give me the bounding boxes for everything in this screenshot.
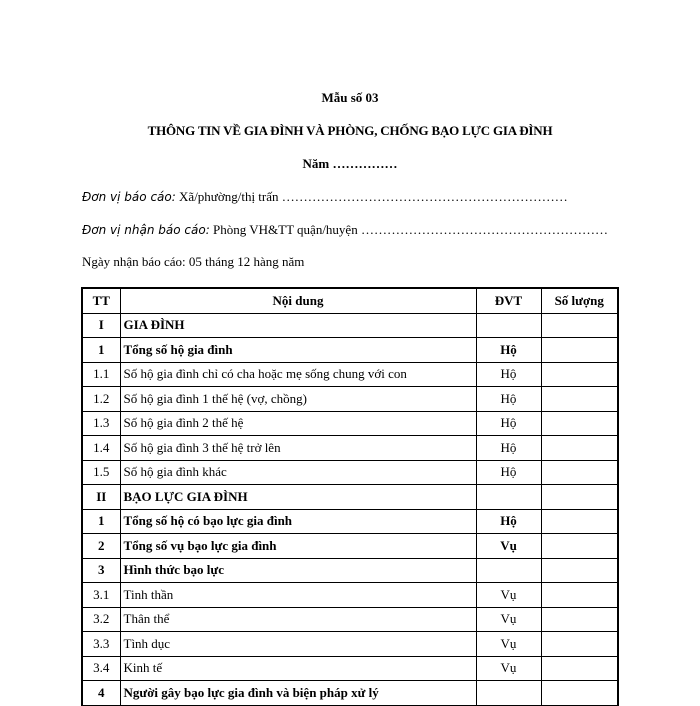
quantity-cell[interactable] — [541, 607, 618, 632]
quantity-cell[interactable] — [541, 681, 618, 706]
unit-cell: Hộ — [476, 411, 541, 436]
row-number-cell: 1.1 — [82, 362, 120, 387]
content-cell: Số hộ gia đình chỉ có cha hoặc mẹ sống chung với con — [120, 362, 476, 387]
table-row — [82, 558, 618, 583]
quantity-cell[interactable] — [541, 411, 618, 436]
row-number-cell: 3.2 — [82, 607, 120, 632]
table-header-row — [82, 288, 618, 313]
content-cell: Số hộ gia đình 2 thế hệ — [120, 411, 476, 436]
unit-cell: Hộ — [476, 460, 541, 485]
quantity-cell[interactable] — [541, 485, 618, 510]
row-number-cell: 1.2 — [82, 387, 120, 412]
table-row — [82, 436, 618, 461]
report-year: Năm …………… — [302, 156, 398, 171]
row-number-cell: 3.3 — [82, 632, 120, 657]
quantity-cell[interactable] — [541, 534, 618, 559]
quantity-cell[interactable] — [541, 387, 618, 412]
quantity-cell[interactable] — [541, 460, 618, 485]
table-row — [82, 534, 618, 559]
unit-cell: Hộ — [476, 509, 541, 534]
unit-cell: Vụ — [476, 656, 541, 681]
table-row — [82, 509, 618, 534]
content-cell: Tổng số vụ bạo lực gia đình — [120, 534, 476, 559]
table-row — [82, 656, 618, 681]
row-number-cell: 1.4 — [82, 436, 120, 461]
row-number-cell: 3 — [82, 558, 120, 583]
reporting-unit-line — [82, 189, 568, 205]
quantity-cell[interactable] — [541, 656, 618, 681]
unit-cell — [476, 681, 541, 706]
content-cell: Người gây bạo lực gia đình và biện pháp xử lý — [120, 681, 476, 706]
content-cell: Kinh tế — [120, 656, 476, 681]
receiving-unit-label: Đơn vị nhận báo cáo: — [82, 223, 210, 237]
report-table-body — [82, 313, 618, 705]
row-number-cell: 1.5 — [82, 460, 120, 485]
table-row — [82, 362, 618, 387]
unit-cell — [476, 485, 541, 510]
receiving-unit-line — [82, 222, 608, 238]
report-table — [81, 287, 619, 706]
header-unit: ĐVT — [476, 288, 541, 313]
content-cell: BẠO LỰC GIA ĐÌNH — [120, 485, 476, 510]
unit-cell: Hộ — [476, 387, 541, 412]
table-row — [82, 607, 618, 632]
table-row — [82, 583, 618, 608]
row-number-cell: 1.3 — [82, 411, 120, 436]
content-cell: Hình thức bạo lực — [120, 558, 476, 583]
received-date-line: Ngày nhận báo cáo: 05 tháng 12 hàng năm — [82, 254, 305, 269]
reporting-unit-label: Đơn vị báo cáo: — [82, 190, 176, 204]
unit-cell: Vụ — [476, 583, 541, 608]
row-number-cell: 4 — [82, 681, 120, 706]
unit-cell — [476, 558, 541, 583]
unit-cell: Hộ — [476, 436, 541, 461]
row-number-cell: I — [82, 313, 120, 338]
content-cell: Số hộ gia đình khác — [120, 460, 476, 485]
quantity-cell[interactable] — [541, 313, 618, 338]
content-cell: Tình dục — [120, 632, 476, 657]
content-cell: Tổng số hộ có bạo lực gia đình — [120, 509, 476, 534]
header-content: Nội dung — [120, 288, 476, 313]
row-number-cell: 1 — [82, 338, 120, 363]
content-cell: Số hộ gia đình 3 thế hệ trở lên — [120, 436, 476, 461]
content-cell: Tổng số hộ gia đình — [120, 338, 476, 363]
quantity-cell[interactable] — [541, 338, 618, 363]
header-tt: TT — [82, 288, 120, 313]
quantity-cell[interactable] — [541, 632, 618, 657]
content-cell: GIA ĐÌNH — [120, 313, 476, 338]
quantity-cell[interactable] — [541, 583, 618, 608]
content-cell: Tinh thần — [120, 583, 476, 608]
unit-cell: Hộ — [476, 362, 541, 387]
receiving-unit-value: Phòng VH&TT quận/huyện ………………………………………………… — [209, 222, 608, 237]
table-row — [82, 485, 618, 510]
quantity-cell[interactable] — [541, 362, 618, 387]
reporting-unit-value: Xã/phường/thị trấn ………………………………………………………… — [175, 189, 568, 204]
row-number-cell: 1 — [82, 509, 120, 534]
content-cell: Số hộ gia đình 1 thế hệ (vợ, chồng) — [120, 387, 476, 412]
table-row — [82, 338, 618, 363]
table-row — [82, 387, 618, 412]
form-number: Mẫu số 03 — [321, 90, 379, 105]
content-cell: Thân thể — [120, 607, 476, 632]
quantity-cell[interactable] — [541, 509, 618, 534]
table-row — [82, 313, 618, 338]
quantity-cell[interactable] — [541, 436, 618, 461]
table-row — [82, 411, 618, 436]
form-title: THÔNG TIN VỀ GIA ĐÌNH VÀ PHÒNG, CHỐNG BẠO LỰC GIA ĐÌNH — [147, 123, 553, 138]
table-row — [82, 681, 618, 706]
unit-cell: Hộ — [476, 338, 541, 363]
row-number-cell: II — [82, 485, 120, 510]
row-number-cell: 3.4 — [82, 656, 120, 681]
table-row — [82, 632, 618, 657]
quantity-cell[interactable] — [541, 558, 618, 583]
header-quantity: Số lượng — [541, 288, 618, 313]
row-number-cell: 2 — [82, 534, 120, 559]
table-row — [82, 460, 618, 485]
unit-cell: Vụ — [476, 534, 541, 559]
unit-cell: Vụ — [476, 632, 541, 657]
row-number-cell: 3.1 — [82, 583, 120, 608]
unit-cell — [476, 313, 541, 338]
unit-cell: Vụ — [476, 607, 541, 632]
